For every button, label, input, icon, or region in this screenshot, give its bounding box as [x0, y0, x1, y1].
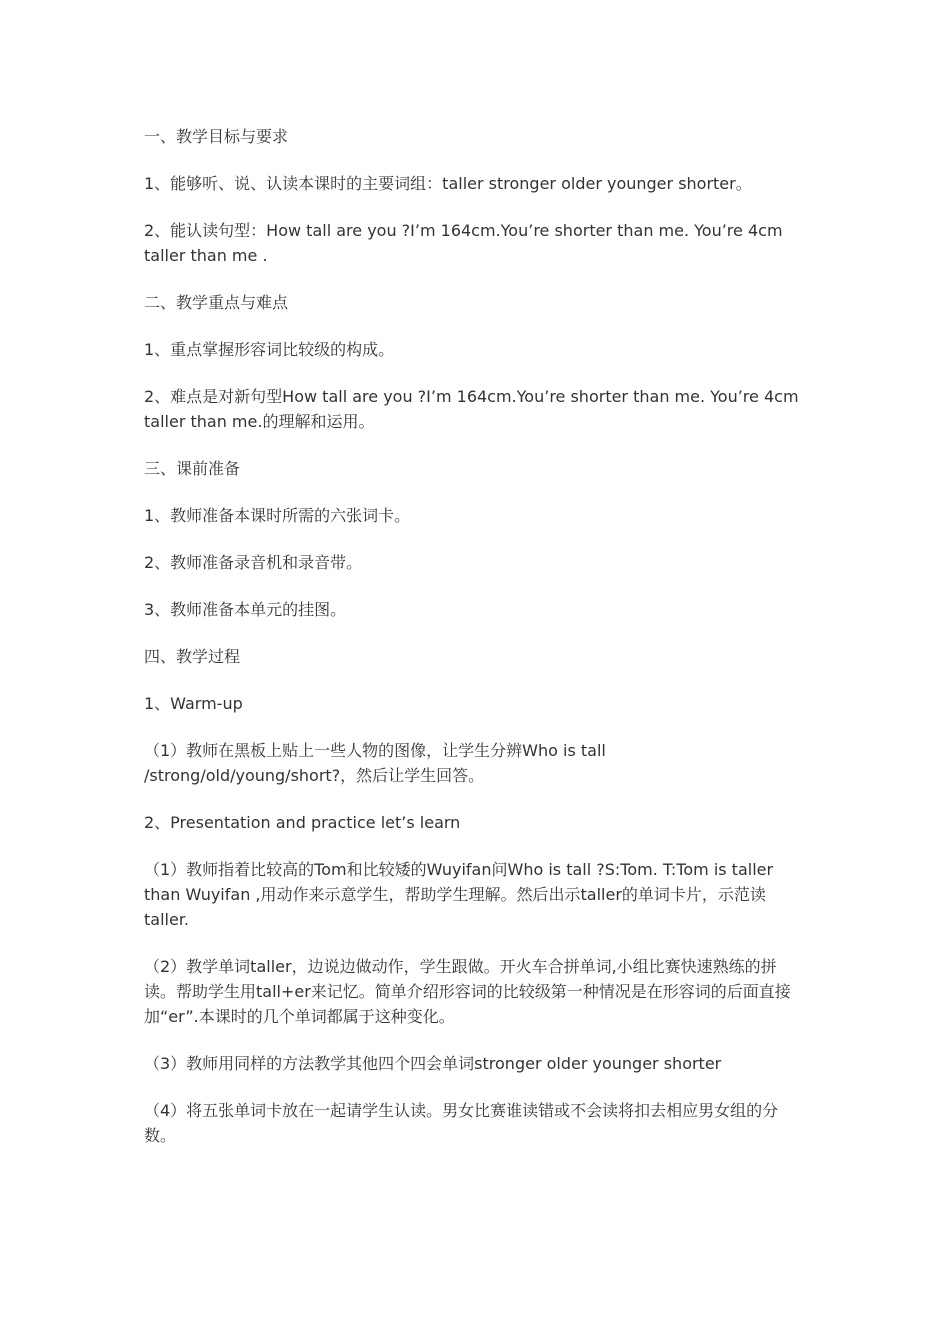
preparation-item-3: 3、教师准备本单元的挂图。 — [144, 600, 347, 619]
process-step-warmup: 1、Warm-up — [144, 694, 243, 713]
section-heading-process: 四、教学过程 — [144, 647, 241, 666]
objective-item-1: 1、能够听、说、认读本课时的主要词组：taller stronger older younger shorter。 — [144, 174, 752, 193]
presentation-item-2: （2）教学单词taller，边说边做动作，学生跟做。开火车合拼单词,小组比赛快速熟练的拼读。帮助学生用tall+er来记忆。简单介绍形容词的比较级第一种情况是在形容词的后面直接加“er”.本课时的几个单词都属于这种变化。 — [144, 957, 791, 1026]
objective-item-2: 2、能认读句型：How tall are you ?I’m 164cm.You’re shorter than me. You’re 4cm taller than me . — [144, 221, 783, 265]
key-point-item-2: 2、难点是对新句型How tall are you ?I’m 164cm.You’re shorter than me. You’re 4cm taller than me.的理解和运用。 — [144, 387, 799, 431]
preparation-item-1: 1、教师准备本课时所需的六张词卡。 — [144, 506, 411, 525]
key-point-item-1: 1、重点掌握形容词比较级的构成。 — [144, 340, 395, 359]
presentation-item-4: （4）将五张单词卡放在一起请学生认读。男女比赛谁读错或不会读将扣去相应男女组的分数。 — [144, 1101, 779, 1145]
process-step-presentation: 2、Presentation and practice let’s learn — [144, 813, 461, 832]
presentation-item-1: （1）教师指着比较高的Tom和比较矮的Wuyifan问Who is tall ?S:Tom. T:Tom is taller than Wuyifan ,用动作来示意学生，帮助学生理解。然后出示taller的单词卡片，示范读taller. — [144, 860, 774, 929]
document-body — [144, 124, 804, 1170]
presentation-item-3: （3）教师用同样的方法教学其他四个四会单词stronger older younger shorter — [144, 1054, 722, 1073]
preparation-item-2: 2、教师准备录音机和录音带。 — [144, 553, 363, 572]
section-heading-key-points: 二、教学重点与难点 — [144, 293, 289, 312]
section-heading-objectives: 一、教学目标与要求 — [144, 127, 289, 146]
warmup-item-1: （1）教师在黑板上贴上一些人物的图像，让学生分辨Who is tall /strong/old/young/short?，然后让学生回答。 — [144, 741, 606, 785]
section-heading-preparation: 三、课前准备 — [144, 459, 241, 478]
